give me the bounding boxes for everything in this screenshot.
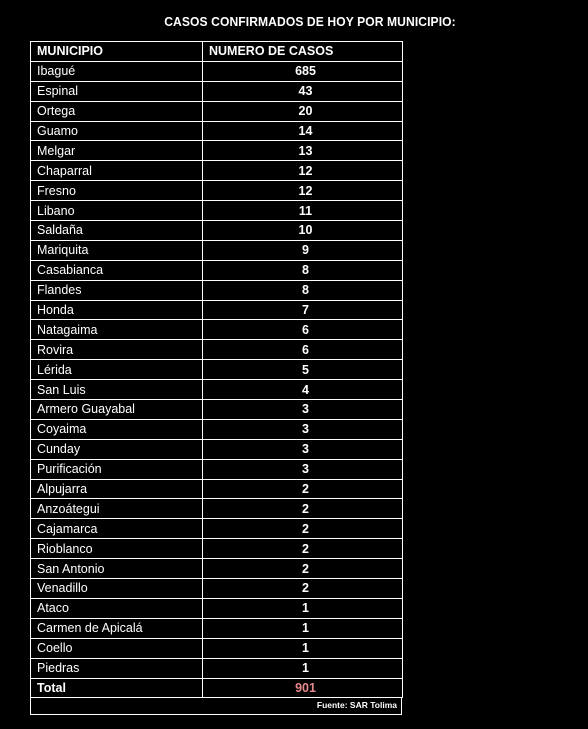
municipio-cell: Saldaña [31,221,203,241]
table-row [31,439,403,459]
column-header-numero-casos: NUMERO DE CASOS [203,42,403,62]
casos-cell: 6 [203,320,403,340]
municipio-cell: Cajamarca [31,519,203,539]
municipio-cell: Ortega [31,101,203,121]
municipio-cell: Piedras [31,658,203,678]
municipio-cell: Coyaima [31,419,203,439]
table-row [31,459,403,479]
casos-cell: 6 [203,340,403,360]
table-row [31,320,403,340]
table-row [31,240,403,260]
casos-cell: 1 [203,598,403,618]
municipio-cell: Ataco [31,598,203,618]
casos-cell: 13 [203,141,403,161]
table-row [31,101,403,121]
table-row [31,221,403,241]
table-row [31,598,403,618]
municipio-cell: San Antonio [31,559,203,579]
municipio-cell: Lérida [31,360,203,380]
table-row [31,360,403,380]
casos-cell: 1 [203,618,403,638]
municipio-cell: Flandes [31,280,203,300]
column-header-municipio: MUNICIPIO [31,42,203,62]
cases-table [30,41,403,698]
casos-cell: 685 [203,61,403,81]
casos-cell: 9 [203,240,403,260]
casos-cell: 20 [203,101,403,121]
casos-cell: 2 [203,559,403,579]
casos-cell: 2 [203,519,403,539]
casos-cell: 11 [203,201,403,221]
table-row [31,419,403,439]
table-row [31,559,403,579]
municipio-cell: Chaparral [31,161,203,181]
municipio-cell: Casabianca [31,260,203,280]
casos-cell: 10 [203,221,403,241]
table-row [31,479,403,499]
municipio-cell: Mariquita [31,240,203,260]
casos-cell: 2 [203,539,403,559]
municipio-cell: Natagaima [31,320,203,340]
table-body [31,61,403,678]
municipio-cell: Ibagué [31,61,203,81]
municipio-cell: Honda [31,300,203,320]
casos-cell: 5 [203,360,403,380]
municipio-cell: Coello [31,638,203,658]
municipio-cell: Libano [31,201,203,221]
table-row [31,121,403,141]
casos-cell: 3 [203,439,403,459]
municipio-cell: Rioblanco [31,539,203,559]
table-row [31,340,403,360]
table-row [31,638,403,658]
total-label: Total [31,678,203,698]
municipio-cell: Rovira [31,340,203,360]
table-row [31,260,403,280]
table-row [31,658,403,678]
table-row [31,519,403,539]
total-value: 901 [203,678,403,698]
municipio-cell: Purificación [31,459,203,479]
casos-cell: 8 [203,280,403,300]
source-note: Fuente: SAR Tolima [316,700,397,710]
municipio-cell: Fresno [31,181,203,201]
casos-cell: 1 [203,658,403,678]
table-row [31,618,403,638]
casos-cell: 2 [203,499,403,519]
table-row [31,380,403,400]
casos-cell: 8 [203,260,403,280]
table-row [31,141,403,161]
municipio-cell: Guamo [31,121,203,141]
casos-cell: 2 [203,579,403,599]
table-row [31,161,403,181]
total-row [31,678,403,698]
municipio-cell: Espinal [31,81,203,101]
table-row [31,539,403,559]
source-row [30,698,402,715]
casos-cell: 3 [203,400,403,420]
page-title: CASOS CONFIRMADOS DE HOY POR MUNICIPIO: [164,14,456,29]
casos-cell: 1 [203,638,403,658]
municipio-cell: San Luis [31,380,203,400]
casos-cell: 3 [203,459,403,479]
table-row [31,201,403,221]
table-row [31,81,403,101]
table-row [31,181,403,201]
municipio-cell: Alpujarra [31,479,203,499]
table-row [31,579,403,599]
municipio-cell: Cunday [31,439,203,459]
table-row [31,300,403,320]
table-row [31,280,403,300]
casos-cell: 14 [203,121,403,141]
casos-cell: 43 [203,81,403,101]
table-row [31,400,403,420]
table-row [31,61,403,81]
casos-cell: 12 [203,161,403,181]
municipio-cell: Venadillo [31,579,203,599]
municipio-cell: Carmen de Apicalá [31,618,203,638]
table-header-row [31,42,403,62]
casos-cell: 3 [203,419,403,439]
casos-cell: 12 [203,181,403,201]
casos-cell: 2 [203,479,403,499]
municipio-cell: Armero Guayabal [31,400,203,420]
casos-cell: 7 [203,300,403,320]
municipio-cell: Anzoátegui [31,499,203,519]
casos-cell: 4 [203,380,403,400]
municipio-cell: Melgar [31,141,203,161]
table-row [31,499,403,519]
